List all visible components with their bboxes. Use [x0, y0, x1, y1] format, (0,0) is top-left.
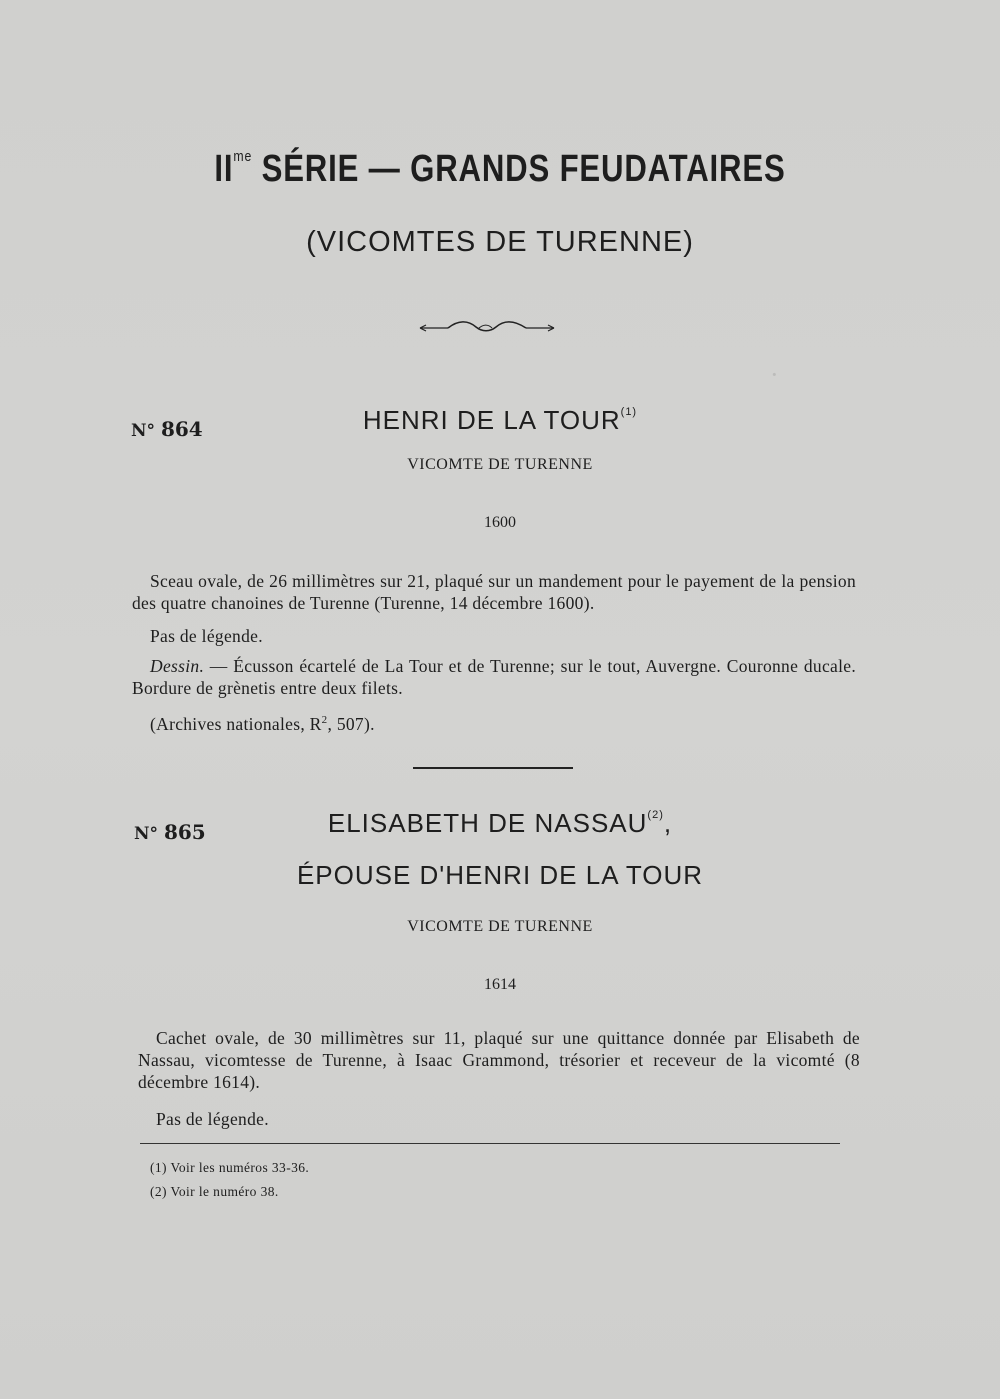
footnote-ref-2: (2) — [647, 809, 664, 821]
footnote-2: (2) Voir le numéro 38. — [150, 1184, 279, 1199]
entry-864-year: 1600 — [484, 514, 516, 531]
entry-865-name: ELISABETH DE NASSAU$^{(2)}$, — [327, 808, 673, 838]
series-subtitle: (VICOMTES DE TURENNE) — [306, 226, 694, 258]
bleed-through: · — [770, 360, 779, 389]
entry-865-description: Cachet ovale, de 30 millimètres sur 11, plaqué sur une quittance donnée par Elisabeth de Nassau, vicomtesse de Turenne, à Isaac Grammond, trésorier et receveur de la vicomté (8 décembre 1614). — [138, 1028, 860, 1092]
entry-number-865: N° 865 — [134, 820, 206, 844]
entry-number-864: N° 864 — [131, 417, 203, 441]
entry-864-description: Sceau ovale, de 26 millimètres sur 21, plaqué sur un mandement pour le payement de la pension des quatre chanoines de Turenne (Turenne, 14 décembre 1600). — [132, 571, 856, 613]
footnote-ref-1: (1) — [620, 406, 638, 418]
series-title: $II^{me}$ SÉRIE — GRANDS FEUDATAIRES — [214, 148, 786, 190]
entry-865-year: 1614 — [484, 976, 516, 993]
entry-865-legend: Pas de légende. — [156, 1109, 269, 1129]
footnote-1: (1) Voir les numéros 33-36. — [150, 1160, 310, 1175]
entry-864-name: HENRI DE LA TOUR$^{(1)}$ — [362, 405, 638, 435]
ornament-divider — [418, 318, 558, 338]
entry-865-title: VICOMTE DE TURENNE — [407, 918, 593, 935]
entry-864-title: VICOMTE DE TURENNE — [407, 456, 593, 473]
entry-864-drawing: Dessin. — Écusson écartelé de La Tour et de Turenne; sur le tout, Auvergne. Couronne ducale. Bordure de grènetis entre deux filets. — [132, 656, 856, 698]
entry-865-line2: ÉPOUSE D'HENRI DE LA TOUR — [296, 860, 704, 890]
entry-864-source: (Archives nationales, $R^2$, 507). — [150, 713, 375, 734]
entry-864-legend: Pas de légende. — [150, 626, 263, 646]
section-divider — [413, 767, 573, 769]
footnote-rule — [140, 1143, 840, 1144]
